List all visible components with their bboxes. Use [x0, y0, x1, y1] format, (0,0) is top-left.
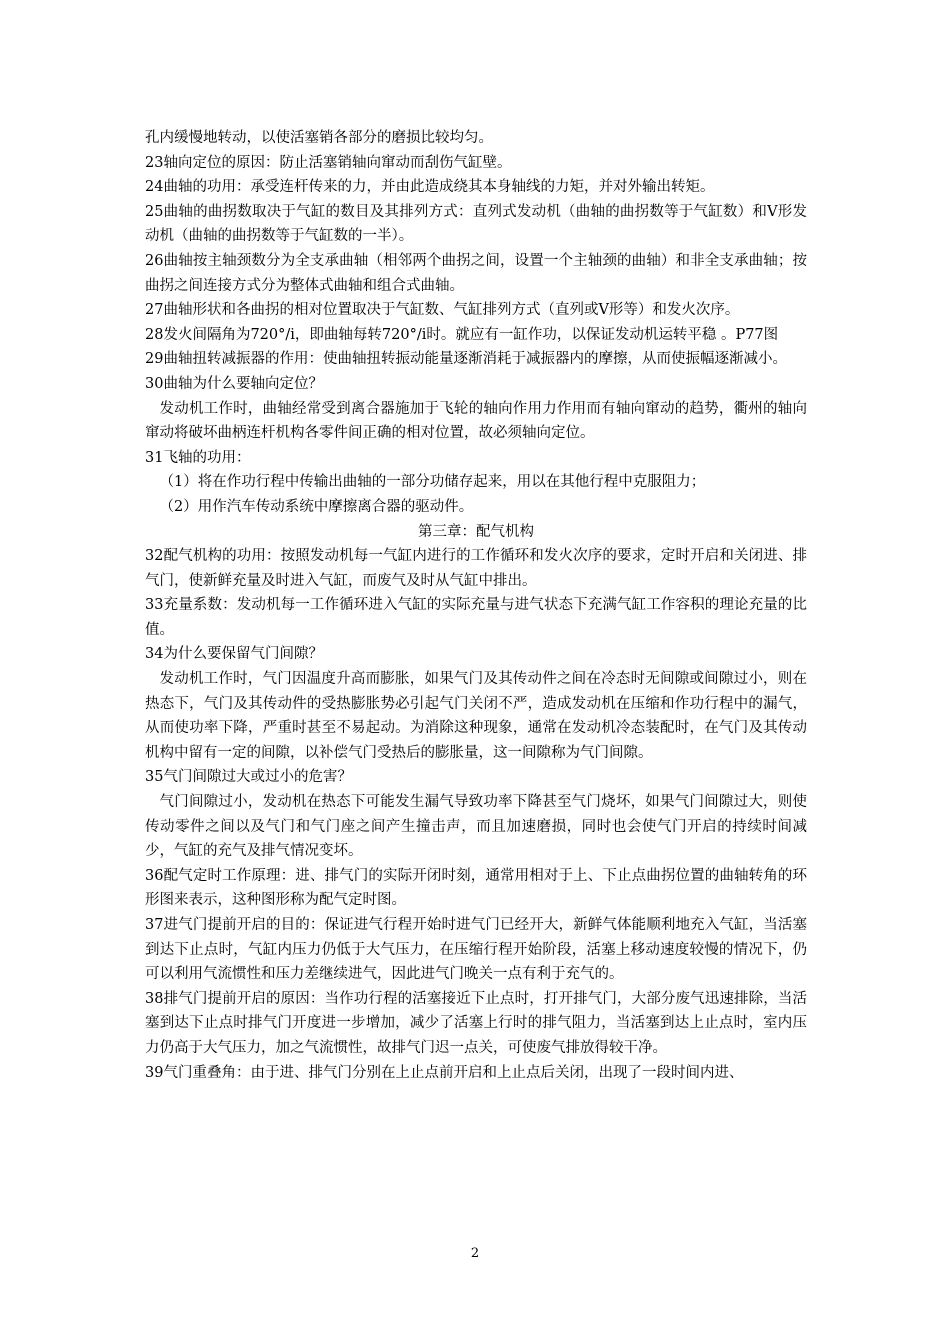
paragraph: 26曲轴按主轴颈数分为全支承曲轴（相邻两个曲拐之间，设置一个主轴颈的曲轴）和非全支承曲轴；按曲拐之间连接方式分为整体式曲轴和组合式曲轴。 [145, 252, 807, 294]
paragraph: 39气门重叠角：由于进、排气门分别在上止点前开启和上止点后关闭，出现了一段时间内进、 [145, 1064, 744, 1081]
paragraph: 32配气机构的功用：按照发动机每一气缸内进行的工作循环和发火次序的要求，定时开启和关闭进、排气门，使新鲜充量及时进入气缸，而废气及时从气缸中排出。 [145, 548, 807, 589]
paragraph: 29曲轴扭转减振器的作用：使曲轴扭转振动能量逐渐消耗于减振器内的摩擦，从而使振幅逐渐减小。 [145, 351, 787, 368]
paragraph: 30曲轴为什么要轴向定位？ [145, 375, 323, 392]
page-number: 2 [470, 1246, 480, 1261]
paragraph: 28发火间隔角为720°/i，即曲轴每转720°/i时。就应有一缸作功，以保证发动机运转平稳 。P77图 [145, 326, 779, 343]
document-body [145, 126, 807, 1085]
paragraph: 37进气门提前开启的目的：保证进气行程开始时进气门已经开大，新鲜气体能顺利地充入气缸，当活塞到达下止点时，气缸内压力仍低于大气压力，在压缩行程开始阶段，活塞上移动速度较慢的情况下，仍可以利用气流惯性和压力差继续进气，因此进气门晚关一点有利于充气的。 [145, 917, 807, 983]
paragraph: 25曲轴的曲拐数取决于气缸的数目及其排列方式：直列式发动机（曲轴的曲拐数等于气缸数）和V形发动机（曲轴的曲拐数等于气缸数的一半）。 [145, 203, 807, 245]
paragraph: 36配气定时工作原理：进、排气门的实际开闭时刻，通常用相对于上、下止点曲拐位置的曲轴转角的环形图来表示，这种图形称为配气定时图。 [145, 867, 807, 909]
paragraph: 27曲轴形状和各曲拐的相对位置取决于气缸数、气缸排列方式（直列或V形等）和发火次序。 [145, 302, 740, 319]
paragraph: 发动机工作时，气门因温度升高而膨胀，如果气门及其传动件之间在冷态时无间隙或间隙过小，则在热态下，气门及其传动件的受热膨胀势必引起气门关闭不严，造成发动机在压缩和作功行程中的漏气，从而使功率下降，严重时甚至不易起动。为消除这种现象，通常在发动机冷态装配时，在气门及其传动机构中留有一定的间隙，以补偿气门受热后的膨胀量，这一间隙称为气门间隙。 [145, 671, 807, 761]
paragraph: 孔内缓慢地转动，以使活塞销各部分的磨损比较均匀。 [145, 130, 493, 146]
paragraph: 35气门间隙过大或过小的危害？ [145, 769, 352, 786]
paragraph: （1）将在作功行程中传输出曲轴的一部分功储存起来，用以在其他行程中克服阻力； [159, 474, 706, 491]
paragraph: 38排气门提前开启的原因：当作功行程的活塞接近下止点时，打开排气门，大部分废气迅速排除，当活塞到达下止点时排气门开度进一步增加，减少了活塞上行时的排气阻力，当活塞到达上止点时，室内压力仍高于大气压力，加之气流惯性，故排气门迟一点关，可使废气排放得较干净。 [145, 990, 807, 1056]
paragraph: （2）用作汽车传动系统中摩擦离合器的驱动件。 [159, 498, 474, 515]
paragraph: 34为什么要保留气门间隙？ [145, 646, 323, 663]
chapter-heading: 第三章：配气机构 [418, 523, 534, 540]
paragraph: 23轴向定位的原因：防止活塞销轴向窜动而刮伤气缸壁。 [145, 154, 512, 171]
paragraph: 气门间隙过小，发动机在热态下可能发生漏气导致功率下降甚至气门烧坏，如果气门间隙过大，则使传动零件之间以及气门和气门座之间产生撞击声，而且加速磨损，同时也会使气门开启的持续时间减少，气缸的充气及排气情况变坏。 [145, 794, 807, 860]
paragraph: 24曲轴的功用：承受连杆传来的力，并由此造成绕其本身轴线的力矩，并对外输出转矩。 [145, 179, 715, 196]
paragraph: 31飞轴的功用： [145, 449, 251, 466]
paragraph: 发动机工作时，曲轴经常受到离合器施加于飞轮的轴向作用力作用而有轴向窜动的趋势，衢州的轴向窜动将破坏曲柄连杆机构各零件间正确的相对位置，故必须轴向定位。 [145, 400, 807, 442]
paragraph: 33充量系数：发动机每一工作循环进入气缸的实际充量与进气状态下充满气缸工作容积的理论充量的比值。 [145, 597, 807, 638]
